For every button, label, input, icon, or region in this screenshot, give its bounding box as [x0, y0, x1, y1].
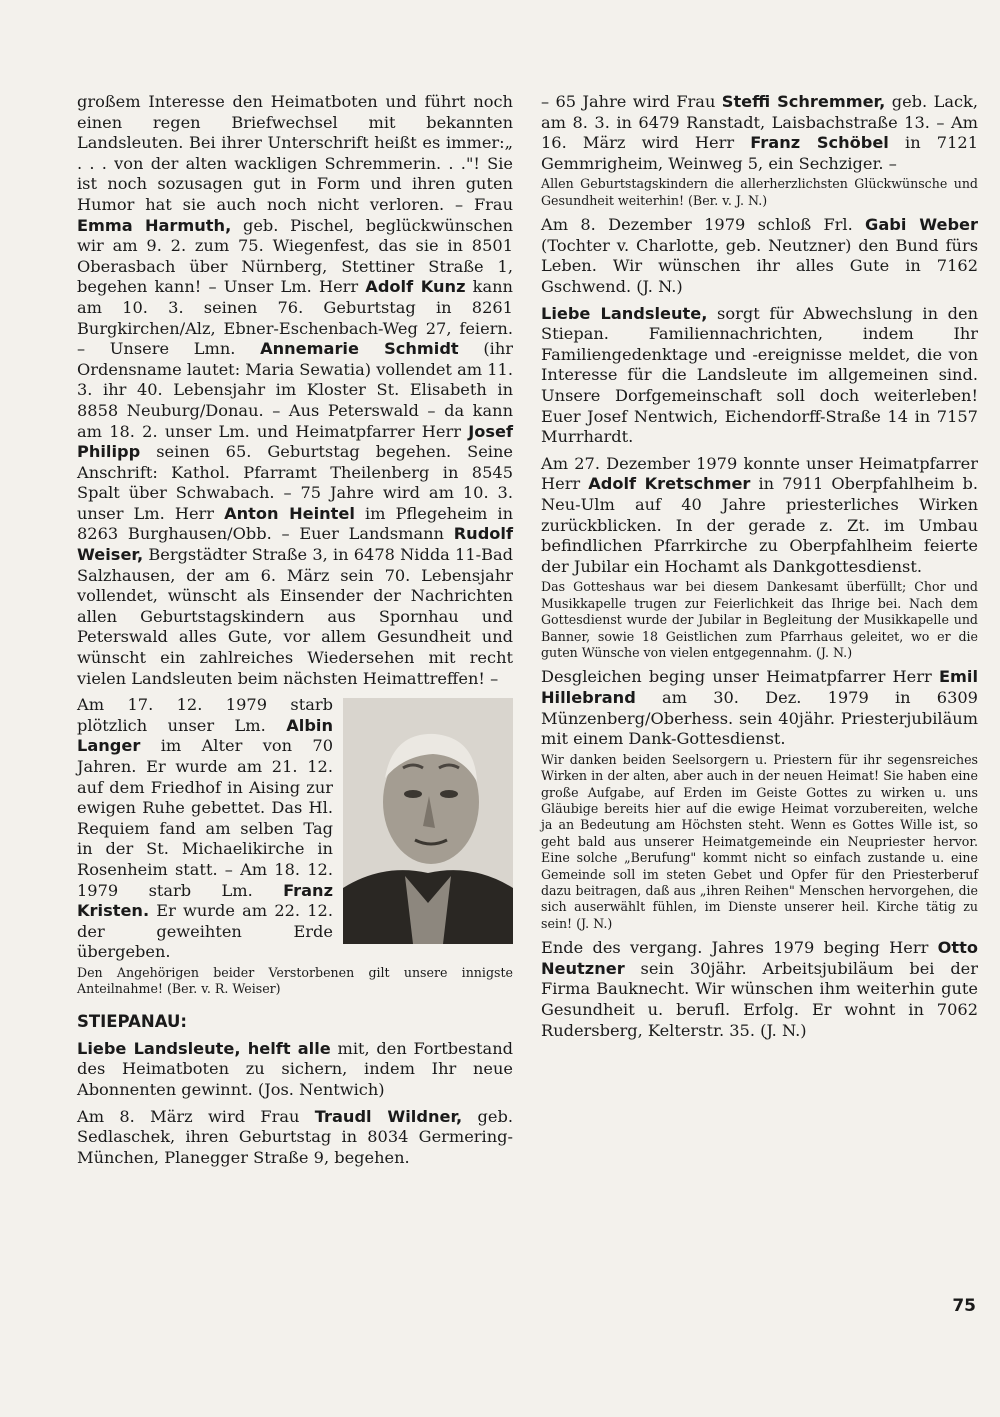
- paragraph-schremmer-schoebel: – 65 Jahre wird Frau Steffi Schremmer, geb. Lack, am 8. 3. in 6479 Ranstadt, Laisbachstraße 13. – Am 16. März wird Herr Franz Schöbel in 7121 Gemmrigheim, Weinweg 5, ein Sechziger. –: [541, 92, 979, 173]
- section-heading-stiepanau: STIEPANAU:: [77, 1011, 187, 1031]
- obituary-block: [77, 695, 513, 963]
- paragraph-thanks-priests: Wir danken beiden Seelsorgern u. Priestern für ihr segensreiches Wirken in der alten, aber auch in der neuen Heimat! Sie haben eine große Aufgabe, auf Erden im Geiste Gottes zu wirken u. uns Gläubige bereits hier auf die ewige Heimat vorzubereiten, welche ja an Bedeutung am Höchsten steht. Wenn es Gottes Wille ist, so geht bald aus unserer Heimatgemeinde ein Neupriester hervor. Eine solche „Berufung" kommt nicht so einfach zustande u. eine Gemeinde soll im steten Gebet und Opfer für den Priesterberuf dazu beitragen, daß aus „ihren Reihen" Menschen hervorgehen, die sich auserwählt fühlen, im Dienste unserer heil. Kirche tätig zu sein! (J. N.): [541, 751, 978, 931]
- left-column: [77, 92, 513, 1174]
- paragraph-wildner-birthday: Am 8. März wird Frau Traudl Wildner, geb. Sedlaschek, ihren Geburtstag in 8034 Germering-München, Planegger Straße 9, begehen.: [77, 1106, 513, 1167]
- portrait-photo: [343, 698, 513, 944]
- portrait-illustration: [343, 698, 513, 944]
- right-column: [541, 92, 978, 1047]
- paragraph-birthday-wishes: Allen Geburtstagskindern die allerherzlichsten Glückwünsche und Gesundheit weiterhin! (Ber. v. J. N.): [541, 176, 978, 208]
- paragraph-weber-wedding: Am 8. Dezember 1979 schloß Frl. Gabi Weber (Tochter v. Charlotte, geb. Neutzner) den Bund fürs Leben. Wir wünschen ihr alles Gute in 7162 Gschwend. (J. N.): [541, 215, 978, 296]
- paragraph-hillebrand-jubilee: Desgleichen beging unser Heimatpfarrer Herr Emil Hillebrand am 30. Dez. 1979 in 6309 Münzenberg/Oberhess. sein 40jähr. Priesterjubiläum mit einem Dank-Gottesdienst.: [541, 667, 978, 749]
- paragraph-obituaries: Am 17. 12. 1979 starb plötzlich unser Lm. Albin Langer im Alter von 70 Jahren. Er wurde am 21. 12. auf dem Friedhof in Aising zur ewigen Ruhe gebettet. Das Hl. Requiem fand am selben Tag in der St. Michaelikirche in Rosenheim statt. – Am 18. 12. 1979 starb Lm. Franz Kristen. Er wurde am 22. 12. der geweihten Erde übergeben.: [77, 695, 333, 962]
- paragraph-birthdays-spornhau: großem Interesse den Heimatboten und führt noch einen regen Briefwechsel mit bekannten Landsleuten. Bei ihrer Unterschrift heißt es immer:„ . . . von der alten wackligen Schremmerin. . ."! Sie ist noch sozusagen gut in Form und ihren guten Humor hat sie auch noch nicht verloren. – Frau Emma Harmuth, geb. Pischel, beglückwünschen wir am 9. 2. zum 75. Wiegenfest, das sie in 8501 Oberasbach über Nürnberg, Stettiner Straße 1, begehen kann! – Unser Lm. Herr Adolf Kunz kann am 10. 3. seinen 76. Geburtstag in 8261 Burgkirchen/Alz, Ebner-Eschenbach-Weg 27, feiern. – Unsere Lmn. Annemarie Schmidt (ihr Ordensname lautet: Maria Sewatia) vollendet am 11. 3. ihr 40. Lebensjahr im Kloster St. Elisabeth in 8858 Neuburg/Donau. – Aus Peterswald – da kann am 18. 2. unser Lm. und Heimatpfarrer Herr Josef Philipp seinen 65. Geburtstag begehen. Seine Anschrift: Kathol. Pfarramt Theilenberg in 8545 Spalt über Schwabach. – 75 Jahre wird am 10. 3. unser Lm. Herr Anton Heintel im Pflegeheim in 8263 Burghausen/Obb. – Euer Landsmann Rudolf Weiser, Bergstädter Straße 3, in 6478 Nidda 11-Bad Salzhausen, der am 6. März sein 70. Lebensjahr vollendet, wünscht als Einsender der Nachrichten allen Geburtstagskindern aus Spornhau und Peterswald alles Gute, vor allem Gesundheit und wünscht ein zahlreiches Wiedersehen mit recht vielen Landsleuten beim nächsten Heimattreffen! –: [77, 92, 513, 688]
- paragraph-condolences: Den Angehörigen beider Verstorbenen gilt unsere innigste Anteilnahme! (Ber. v. R. Weiser): [77, 964, 513, 997]
- paragraph-thanksgiving-mass: Das Gotteshaus war bei diesem Dankesamt überfüllt; Chor und Musikkapelle trugen zur Feierlichkeit das Ihrige bei. Nach dem Gottesdienst wurde der Jubilar in Begleitung der Musikkapelle und Banner, sowie 18 Geistlichen zum Pfarrhaus geleitet, wo er die guten Wünsche von vielen entgegennahm. (J. N.): [541, 579, 978, 660]
- paragraph-family-news-appeal: Liebe Landsleute, sorgt für Abwechslung in den Stiepan. Familiennachrichten, indem Ihr Familiengedenktage und -ereignisse meldet, die von Interesse für die Landsleute im allgemeinen sind. Unsere Dorfgemeinschaft soll doch weiterleben! Euer Josef Nentwich, Eichendorff-Straße 14 in 7157 Murrhardt.: [541, 303, 979, 447]
- page-number: 75: [952, 1296, 976, 1316]
- paragraph-kretschmer-jubilee: Am 27. Dezember 1979 konnte unser Heimatpfarrer Herr Adolf Kretschmer in 7911 Oberpfahlheim b. Neu-Ulm auf 40 Jahre priesterliches Wirken zurückblicken. In der gerade z. Zt. im Umbau befindlichen Pfarrkirche zu Oberpfahlheim feierte der Jubilar ein Hochamt als Dankgottesdienst.: [541, 453, 978, 576]
- paragraph-subscribers-appeal: Liebe Landsleute, helft alle mit, den Fortbestand des Heimatboten zu sichern, indem Ihr neue Abonnenten gewinnt. (Jos. Nentwich): [77, 1038, 513, 1099]
- paragraph-neutzner-jubilee: Ende des vergang. Jahres 1979 beging Herr Otto Neutzner sein 30jähr. Arbeitsjubiläum bei der Firma Bauknecht. Wir wünschen ihm weiterhin gute Gesundheit u. berufl. Erfolg. Er wohnt in 7062 Rudersberg, Kelterstr. 35. (J. N.): [541, 938, 978, 1040]
